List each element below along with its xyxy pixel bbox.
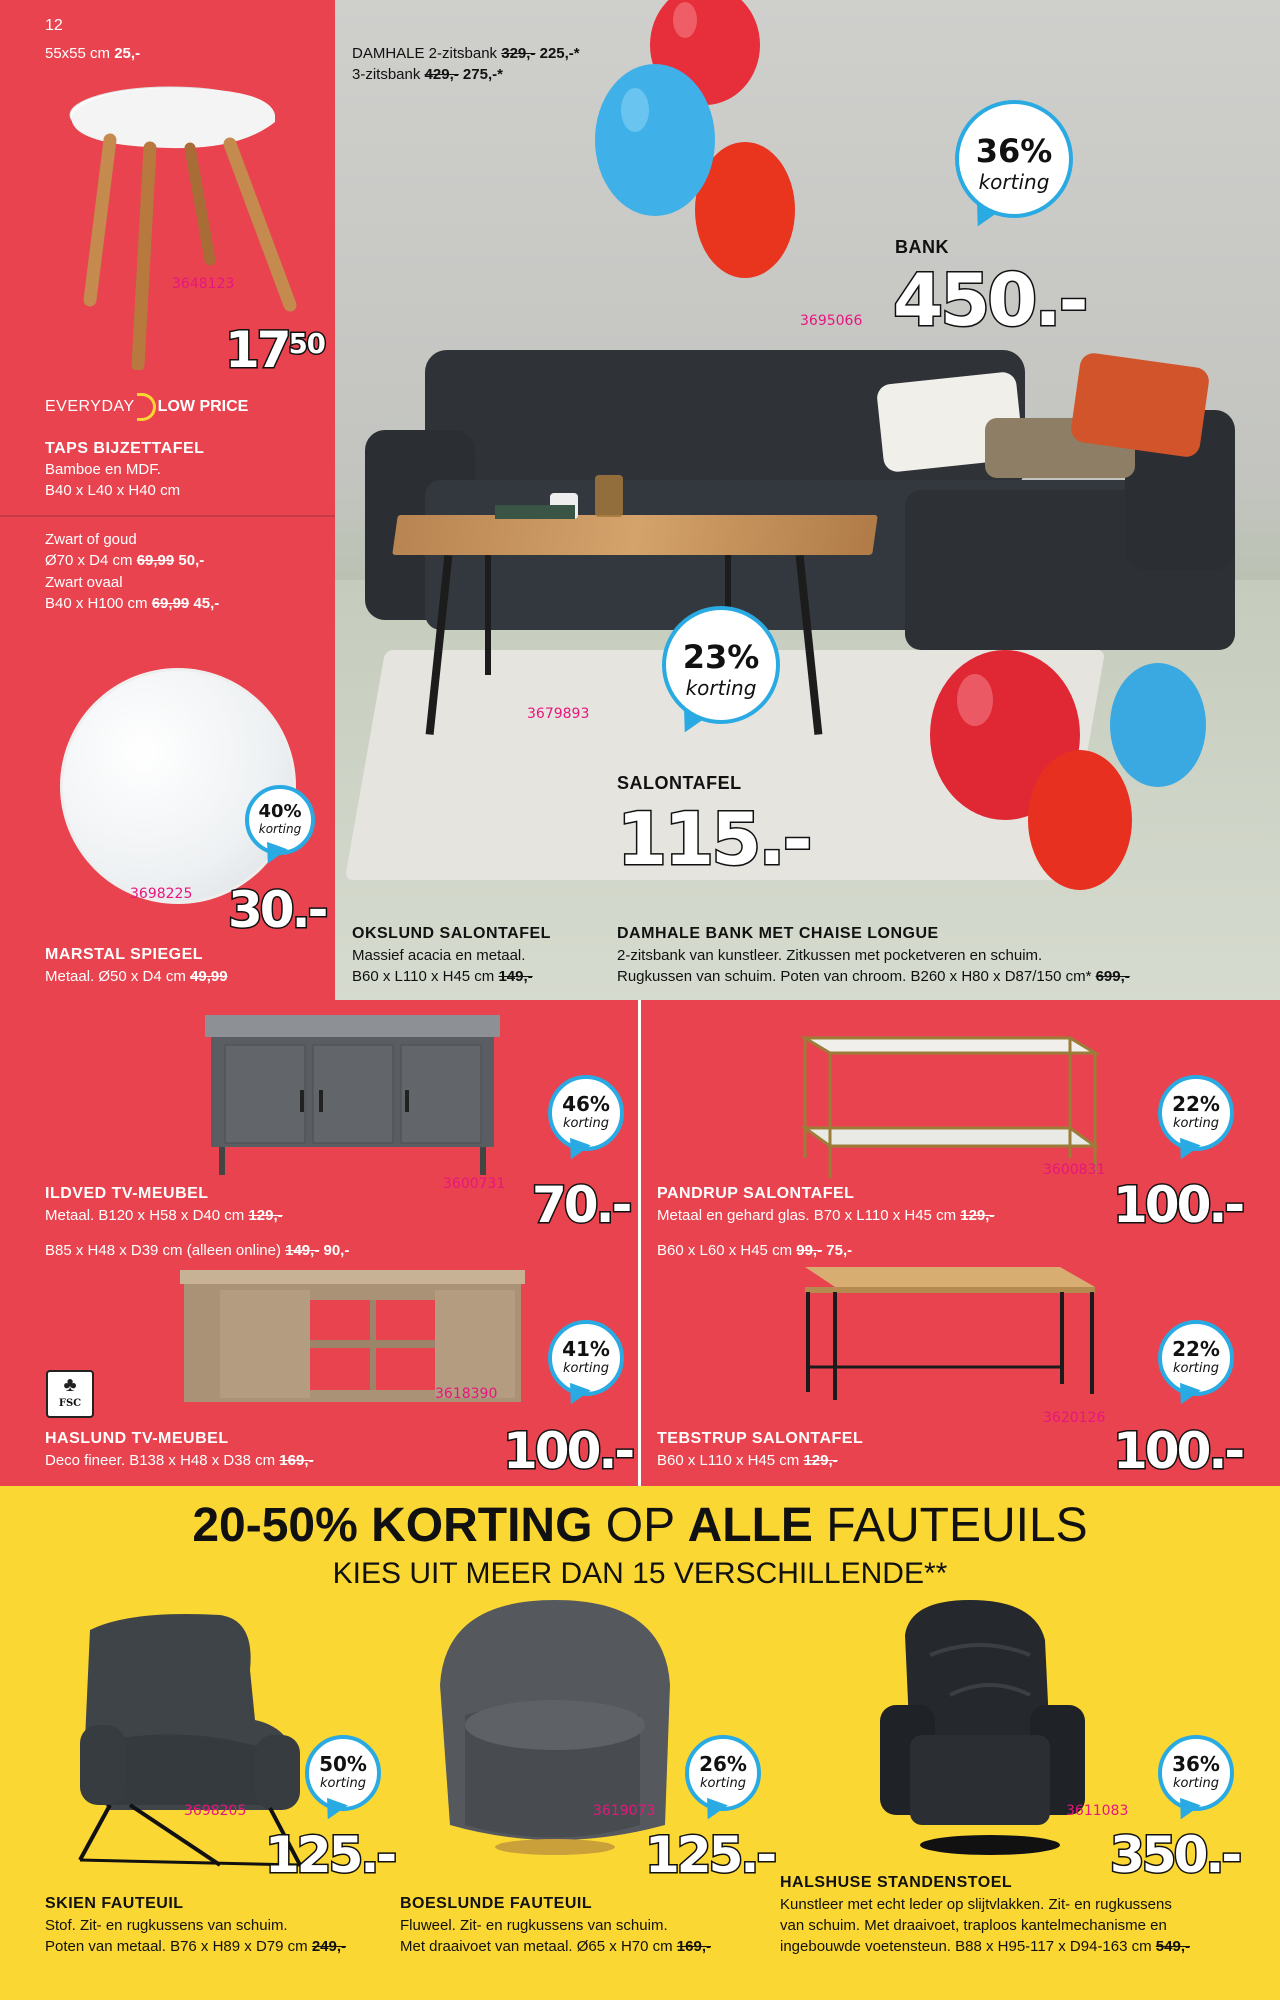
- damhale-desc1: 2-zitsbank van kunstleer. Zitkussen met pocketveren en schuim.: [617, 947, 1043, 964]
- taps-variant: 55x55 cm 25,-: [45, 45, 141, 62]
- okslund-desc1: Massief acacia en metaal.: [352, 947, 526, 964]
- halshuse-discount-badge: 36% korting: [1158, 1735, 1234, 1811]
- halshuse-standenstoel-image: [870, 1595, 1120, 1865]
- ildved-title: ILDVED TV-MEUBEL: [45, 1185, 209, 1202]
- halshuse-desc3: ingebouwde voetensteun. B88 x H95-117 x D94-163 cm 549,-: [780, 1938, 1190, 1955]
- marstal-price: 30.-: [228, 881, 326, 939]
- hero-balloons-top: [595, 0, 815, 300]
- skien-desc1: Stof. Zit- en rugkussens van schuim.: [45, 1917, 288, 1934]
- boeslunde-desc2: Met draaivoet van metaal. Ø65 x H70 cm 169,-: [400, 1938, 711, 1955]
- divider-middle-vertical: [638, 1000, 641, 1486]
- skien-product-number: 3698205: [184, 1803, 247, 1819]
- halshuse-desc1: Kunstleer met echt leder op slijtvlakken. Zit- en rugkussens: [780, 1896, 1172, 1913]
- bank-label: BANK: [895, 237, 949, 257]
- marstal-mirror-image: [60, 668, 296, 904]
- taps-product-number: 3648123: [172, 276, 235, 292]
- bank-product-number: 3695066: [800, 313, 863, 329]
- salontafel-price: 115.-: [617, 797, 810, 881]
- hero-coffee-table: [395, 515, 885, 745]
- ildved-variant: B85 x H48 x D39 cm (alleen online) 149,- 90,-: [45, 1242, 350, 1259]
- pandrup-title: PANDRUP SALONTAFEL: [657, 1185, 855, 1202]
- tebstrup-desc: B60 x L110 x H45 cm 129,-: [657, 1452, 838, 1469]
- skien-title: SKIEN FAUTEUIL: [45, 1895, 184, 1912]
- boeslunde-title: BOESLUNDE FAUTEUIL: [400, 1895, 593, 1912]
- okslund-title: OKSLUND SALONTAFEL: [352, 925, 551, 942]
- boeslunde-discount-badge: 26% korting: [685, 1735, 761, 1811]
- bank-price: 450.-: [893, 258, 1086, 342]
- damhale-variant1: DAMHALE 2-zitsbank 329,- 225,-*: [352, 45, 580, 62]
- skien-discount-badge: 50% korting: [305, 1735, 381, 1811]
- salontafel-label: SALONTAFEL: [617, 773, 742, 793]
- ildved-tv-meubel-image: [205, 1015, 500, 1185]
- tebstrup-title: TEBSTRUP SALONTAFEL: [657, 1430, 864, 1447]
- everyday-low-price-logo: EVERYDAY LOW PRICE: [45, 393, 248, 421]
- marstal-discount-badge: 40% korting: [245, 785, 315, 855]
- haslund-desc: Deco fineer. B138 x H48 x D38 cm 169,-: [45, 1452, 314, 1469]
- halshuse-desc2: van schuim. Met draaivoet, traploos kantelmechanisme en: [780, 1917, 1167, 1934]
- bank-discount-badge: 36% korting: [955, 100, 1073, 218]
- tebstrup-discount-badge: 22% korting: [1158, 1320, 1234, 1396]
- marstal-title: MARSTAL SPIEGEL: [45, 946, 204, 963]
- taps-price: $17^{50}$: [225, 321, 325, 379]
- okslund-desc2: B60 x L110 x H45 cm 149,-: [352, 968, 533, 985]
- marstal-desc: Metaal. Ø50 x D4 cm 49,99: [45, 968, 228, 985]
- hero-balloons-bottom: [920, 640, 1220, 910]
- pandrup-product-number: 3600831: [1043, 1162, 1106, 1178]
- marstal-variant4: B40 x H100 cm 69,99 45,-: [45, 595, 220, 612]
- haslund-product-number: 3618390: [435, 1386, 498, 1402]
- skien-desc2: Poten van metaal. B76 x H89 x D79 cm 249,-: [45, 1938, 347, 1955]
- pandrup-salontafel-image: [800, 1018, 1100, 1183]
- damhale-variant2: 3-zitsbank 429,- 275,-*: [352, 66, 503, 83]
- ildved-product-number: 3600731: [443, 1176, 506, 1192]
- ildved-discount-badge: 46% korting: [548, 1075, 624, 1151]
- pandrup-variant: B60 x L60 x H45 cm 99,- 75,-: [657, 1242, 853, 1259]
- pandrup-discount-badge: 22% korting: [1158, 1075, 1234, 1151]
- haslund-title: HASLUND TV-MEUBEL: [45, 1430, 229, 1447]
- haslund-discount-badge: 41% korting: [548, 1320, 624, 1396]
- divider-left-horizontal: [0, 515, 335, 517]
- salontafel-product-number: 3679893: [527, 706, 590, 722]
- tebstrup-salontafel-image: [800, 1262, 1100, 1402]
- marstal-variant2: Ø70 x D4 cm 69,99 50,-: [45, 552, 205, 569]
- skien-price: 125.-: [265, 1826, 395, 1884]
- page-number: 12: [45, 17, 63, 34]
- taps-desc1: Bamboe en MDF.: [45, 461, 161, 478]
- ildved-price: 70.-: [532, 1176, 630, 1234]
- tebstrup-product-number: 3620126: [1043, 1410, 1106, 1426]
- fauteuils-banner-heading: 20-50% KORTING OP ALLE FAUTEUILS: [192, 1499, 1088, 1552]
- halshuse-price: 350.-: [1110, 1826, 1240, 1884]
- boeslunde-desc1: Fluweel. Zit- en rugkussens van schuim.: [400, 1917, 668, 1934]
- taps-desc2: B40 x L40 x H40 cm: [45, 482, 181, 499]
- haslund-price: 100.-: [503, 1422, 633, 1480]
- tebstrup-price: 100.-: [1113, 1422, 1243, 1480]
- fsc-logo: ♣ FSC: [46, 1370, 94, 1418]
- marstal-product-number: 3698225: [130, 886, 193, 902]
- salontafel-discount-badge: 23% korting: [662, 606, 780, 724]
- damhale-desc2: Rugkussen van schuim. Poten van chroom. B260 x H80 x D87/150 cm* 699,-: [617, 968, 1130, 985]
- ildved-desc: Metaal. B120 x H58 x D40 cm 129,-: [45, 1207, 283, 1224]
- taps-title: TAPS BIJZETTAFEL: [45, 440, 205, 457]
- halshuse-title: HALSHUSE STANDENSTOEL: [780, 1874, 1013, 1891]
- boeslunde-fauteuil-image: [425, 1595, 685, 1865]
- damhale-title: DAMHALE BANK MET CHAISE LONGUE: [617, 925, 939, 942]
- marstal-variant3: Zwart ovaal: [45, 574, 123, 591]
- pandrup-desc: Metaal en gehard glas. B70 x L110 x H45 cm 129,-: [657, 1207, 995, 1224]
- halshuse-product-number: 3611083: [1066, 1803, 1129, 1819]
- marstal-variant1: Zwart of goud: [45, 531, 137, 548]
- boeslunde-product-number: 3619073: [593, 1803, 656, 1819]
- boeslunde-price: 125.-: [645, 1826, 775, 1884]
- pandrup-price: 100.-: [1113, 1176, 1243, 1234]
- fauteuils-banner-sub: KIES UIT MEER DAN 15 VERSCHILLENDE**: [332, 1557, 948, 1590]
